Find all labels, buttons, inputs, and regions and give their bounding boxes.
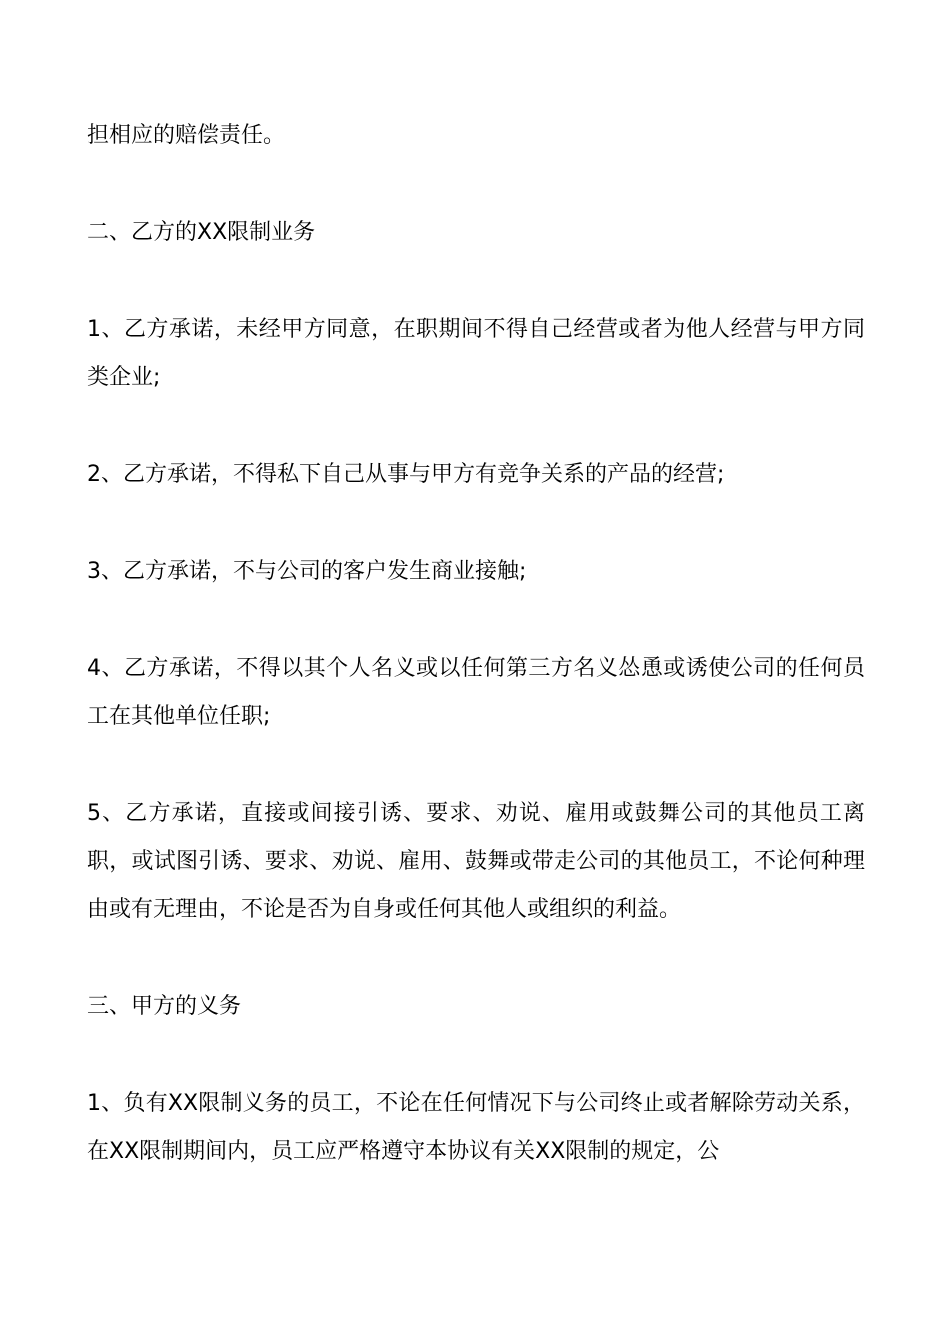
section-heading-3: 三、甲方的义务 <box>87 994 242 1019</box>
clause-2-2: 2、乙方承诺，不得私下自己从事与甲方有竞争关系的产品的经营; <box>87 462 725 487</box>
clause-3-1: 1、负有XX限制义务的员工，不论在任何情况下与公司终止或者解除劳动关系，在XX限制期间内，员工应严格遵守本协议有关XX限制的规定，公 <box>87 1091 865 1164</box>
paragraph-continuation: 担相应的赔偿责任。 <box>87 123 286 148</box>
clause-2-5: 5、乙方承诺，直接或间接引诱、要求、劝说、雇用或鼓舞公司的其他员工离职，或试图引诱、要求、劝说、雇用、鼓舞或带走公司的其他员工，不论何种理由或有无理由，不论是否为自身或任何其他人或组织的利益。 <box>87 801 865 922</box>
section-heading-2: 二、乙方的XX限制业务 <box>87 220 316 245</box>
clause-2-4: 4、乙方承诺，不得以其个人名义或以任何第三方名义怂恿或诱使公司的任何员工在其他单位任职; <box>87 656 865 729</box>
clause-2-1: 1、乙方承诺，未经甲方同意，在职期间不得自己经营或者为他人经营与甲方同类企业; <box>87 317 865 390</box>
clause-2-3: 3、乙方承诺，不与公司的客户发生商业接触; <box>87 559 527 584</box>
document-body <box>87 112 865 1176</box>
